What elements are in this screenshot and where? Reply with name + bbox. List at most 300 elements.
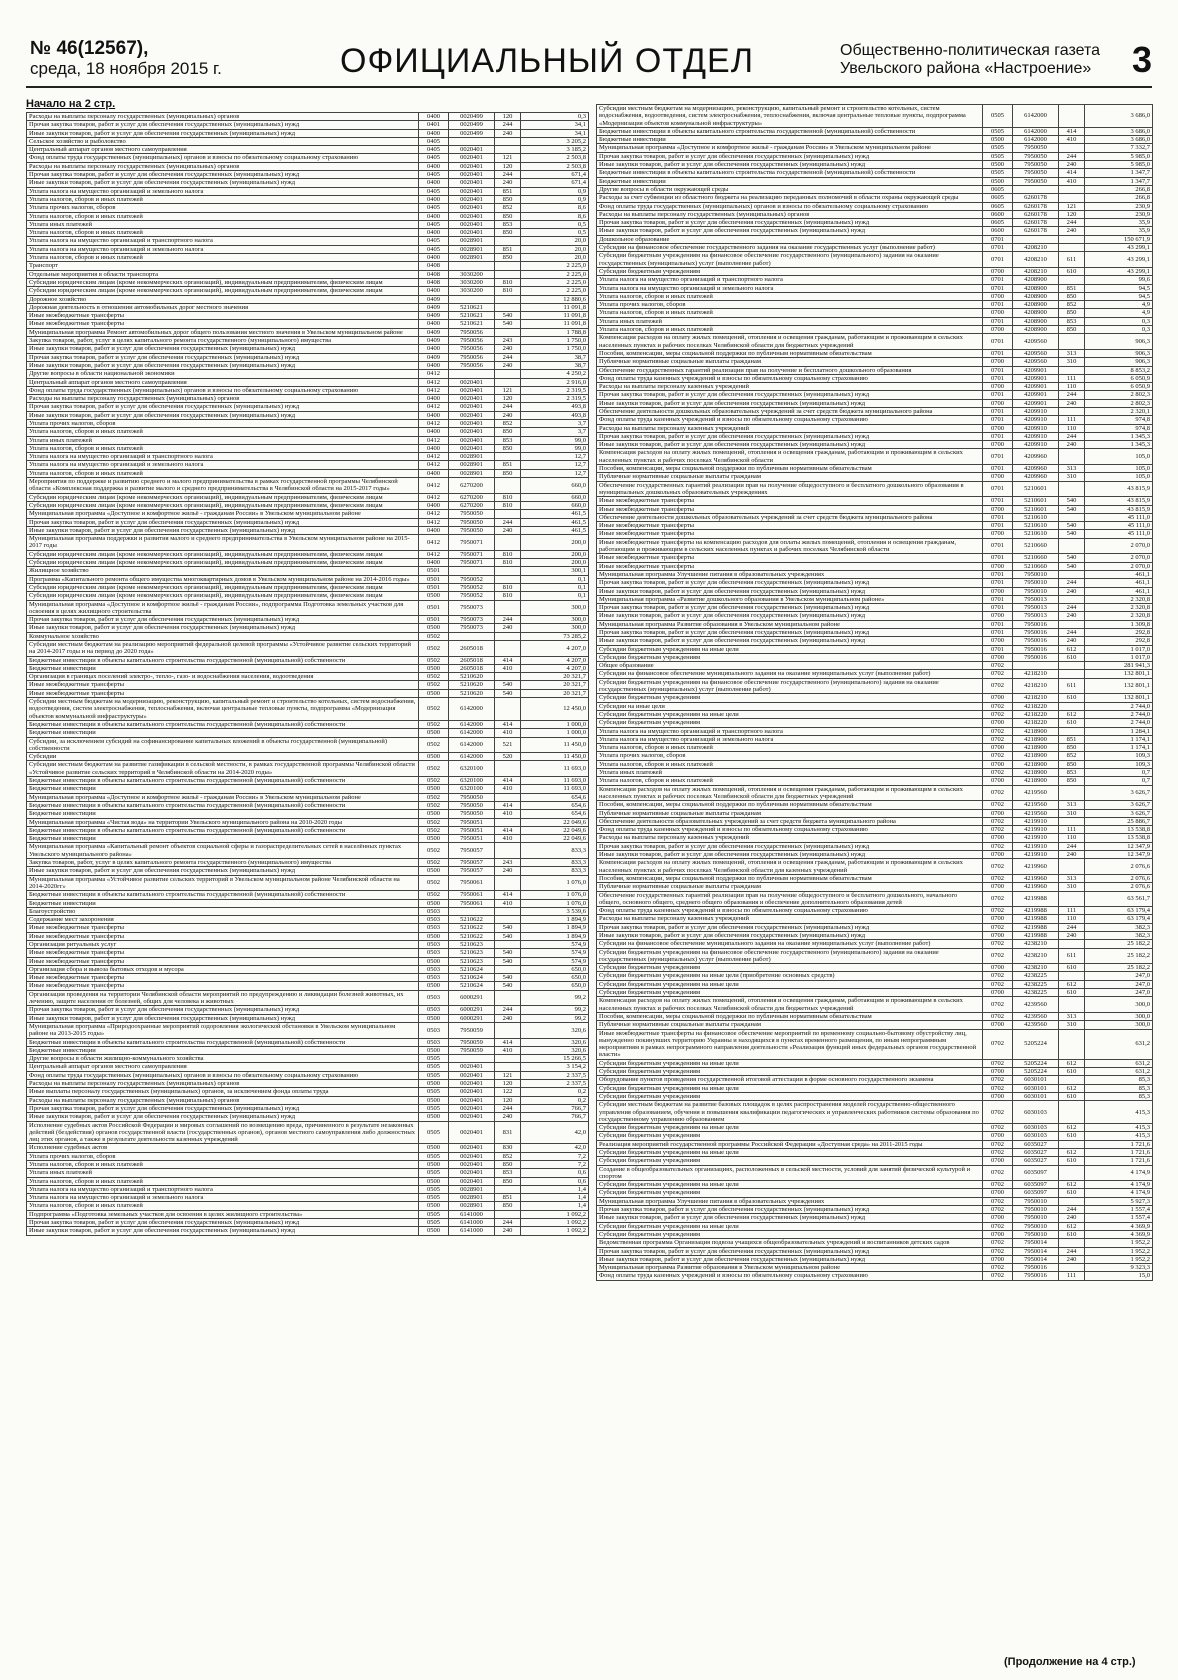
row-section-code: 0409: [419, 328, 449, 336]
row-expense-type: [1059, 702, 1085, 710]
row-target-code: 4218220: [1013, 710, 1059, 718]
row-target-code: 0020401: [449, 187, 495, 195]
row-section-code: 0500: [419, 1177, 449, 1185]
row-expense-type: 851: [495, 1194, 521, 1202]
row-section-code: 0400: [419, 501, 449, 509]
row-amount: 2 076,6: [1085, 883, 1153, 891]
row-description: Уплата налогов, сборов и иных платежей: [27, 254, 419, 262]
row-description: Расходы на выплаты персоналу государственных (муниципальных) органов: [27, 1080, 419, 1088]
row-target-code: 6000291: [449, 1014, 495, 1022]
row-amount: 2 503,8: [521, 154, 589, 162]
row-expense-type: 240: [495, 867, 521, 875]
table-row: [27, 1022, 589, 1038]
row-expense-type: 852: [495, 419, 521, 427]
row-amount: 382,3: [1085, 923, 1153, 931]
row-expense-type: [1059, 185, 1085, 193]
row-amount: 8 853,2: [1085, 366, 1153, 374]
budget-table-left: [26, 112, 589, 1236]
row-section-code: 0700: [983, 989, 1013, 997]
row-description: Уплата налога на имущество организаций и транспортного налога: [597, 276, 983, 284]
row-description: Уплата прочих налогов, сборов: [597, 752, 983, 760]
row-target-code: 5210623: [449, 957, 495, 965]
table-row: [597, 980, 1153, 988]
row-target-code: 6035097: [1013, 1165, 1059, 1181]
row-description: Иные межбюджетные трансферты: [597, 522, 983, 530]
row-description: Расходы на выплаты персоналу казенных учреждений: [597, 383, 983, 391]
row-amount: 0,1: [521, 592, 589, 600]
table-row: [597, 964, 1153, 972]
row-amount: 4 369,9: [1085, 1222, 1153, 1230]
row-description: Иные межбюджетные трансферты: [27, 689, 419, 697]
row-description: Компенсация расходов на оплату жилых помещений, отопления и освещения гражданам, работающим и проживающим в сельских населенных пунктах и рабочих поселках Челябинской области для казенных учреждений: [597, 859, 983, 875]
table-row: [597, 570, 1153, 578]
row-amount: 34,1: [521, 121, 589, 129]
row-target-code: 4219560: [1013, 785, 1059, 801]
row-target-code: 4239560: [1013, 1021, 1059, 1029]
table-row: [597, 1206, 1153, 1214]
row-description: Расходы на выплаты персоналу государственных (муниципальных) органов: [27, 395, 419, 403]
row-section-code: 0502: [419, 818, 449, 826]
row-target-code: [449, 295, 495, 303]
row-section-code: 0700: [983, 1157, 1013, 1165]
row-expense-type: 831: [495, 1121, 521, 1144]
row-section-code: 0409: [419, 312, 449, 320]
row-expense-type: 121: [495, 154, 521, 162]
row-expense-type: 410: [495, 835, 521, 843]
row-expense-type: 540: [1059, 562, 1085, 570]
row-section-code: 0502: [419, 673, 449, 681]
row-amount: 1 174,1: [1085, 744, 1153, 752]
row-section-code: 0700: [983, 424, 1013, 432]
row-expense-type: 612: [1059, 1149, 1085, 1157]
row-description: Субсидии бюджетным учреждениям: [597, 964, 983, 972]
row-target-code: 5210621: [449, 312, 495, 320]
row-target-code: 7950014: [1013, 1239, 1059, 1247]
table-row: [27, 1055, 589, 1063]
row-description: Закупка товаров, работ, услуг в целях капитального ремонта государственного (муниципального) имущества: [27, 337, 419, 345]
row-target-code: 4209901: [1013, 391, 1059, 399]
row-section-code: 0701: [983, 465, 1013, 473]
row-section-code: 0702: [983, 891, 1013, 907]
row-amount: 3 626,7: [1085, 785, 1153, 801]
row-description: Субсидии бюджетным учреждениям: [597, 1068, 983, 1076]
row-description: Субсидии, за исключением субсидий на софинансирование капитальных вложений в объекты государственной (муниципальной) собственности: [27, 737, 419, 753]
row-amount: 85,3: [1085, 1092, 1153, 1100]
row-target-code: 7950010: [1013, 1197, 1059, 1205]
row-target-code: 0020401: [449, 179, 495, 187]
row-section-code: 0505: [419, 1169, 449, 1177]
row-section-code: 0702: [983, 997, 1013, 1013]
row-section-code: 0502: [419, 698, 449, 721]
table-row: [597, 744, 1153, 752]
row-amount: 766,7: [521, 1113, 589, 1121]
row-section-code: 0700: [983, 915, 1013, 923]
row-section-code: 0500: [419, 1096, 449, 1104]
row-amount: 0,1: [521, 583, 589, 591]
row-description: Расходы на выплаты персоналу казенных учреждений: [597, 834, 983, 842]
row-description: Жилищное хозяйство: [27, 567, 419, 575]
table-row: [27, 1014, 589, 1022]
row-amount: 1 000,0: [521, 729, 589, 737]
row-target-code: [449, 370, 495, 378]
row-description: Субсидии местным бюджетам на модернизацию, реконструкцию, капитальный ремонт и строительство котельных, систем водоснабжения, водоотведения, систем электроснабжения, теплоснабжения, включая центральные тепловые пункты, подпрограмма «Модернизация объектов коммунальной инфраструктуры»: [597, 105, 983, 128]
row-amount: 3 686,0: [1085, 127, 1153, 135]
row-description: Уплата налога на имущество организаций и земельного налога: [597, 735, 983, 743]
row-amount: 4 207,0: [521, 656, 589, 664]
table-row: [597, 612, 1153, 620]
row-description: Фонд оплаты труда казенных учреждений и взносы по обязательному социальному страхованию: [597, 1272, 983, 1280]
row-target-code: 7950010: [1013, 570, 1059, 578]
row-amount: 0,9: [521, 195, 589, 203]
table-row: [597, 358, 1153, 366]
row-description: Уплата иных платежей: [27, 220, 419, 228]
row-target-code: 2605018: [449, 664, 495, 672]
row-expense-type: 244: [495, 353, 521, 361]
row-description: Компенсация расходов на оплату жилых помещений, отопления и освещения гражданам, работающим и проживающим в сельских населенных пунктах и рабочих поселках Челябинской области для бюджетных учреждений: [597, 785, 983, 801]
row-target-code: 7950056: [449, 345, 495, 353]
row-expense-type: 244: [1059, 1247, 1085, 1255]
row-target-code: 5210621: [449, 320, 495, 328]
row-target-code: 0020401: [449, 146, 495, 154]
row-amount: 11 693,0: [521, 777, 589, 785]
row-target-code: 7950050: [1013, 144, 1059, 152]
row-description: Уплата налогов, сборов и иных платежей: [597, 744, 983, 752]
row-target-code: 0020401: [449, 403, 495, 411]
row-description: Иные закупки товаров, работ и услуг для обеспечения государственных (муниципальных) нужд: [27, 179, 419, 187]
row-section-code: 0500: [419, 1046, 449, 1054]
row-expense-type: 313: [1059, 1012, 1085, 1020]
table-row: [597, 874, 1153, 882]
row-description: Центральный аппарат органов местного самоуправления: [27, 378, 419, 386]
table-row: [597, 1076, 1153, 1084]
row-expense-type: 240: [1059, 441, 1085, 449]
row-section-code: 0501: [419, 616, 449, 624]
row-amount: 650,0: [521, 982, 589, 990]
row-amount: 22 049,6: [521, 826, 589, 834]
row-target-code: 5210620: [449, 689, 495, 697]
row-target-code: 4219988: [1013, 891, 1059, 907]
page-number: 3: [1132, 39, 1153, 80]
row-target-code: 4219988: [1013, 907, 1059, 915]
table-row: [597, 161, 1153, 169]
row-amount: 13 538,8: [1085, 826, 1153, 834]
row-section-code: 0700: [983, 326, 1013, 334]
row-section-code: 0400: [419, 320, 449, 328]
row-description: Прочая закупка товаров, работ и услуг для обеспечения государственных (муниципальных) нужд: [27, 1006, 419, 1014]
row-expense-type: 540: [1059, 505, 1085, 513]
row-target-code: 7950050: [449, 810, 495, 818]
row-description: Уплата иных платежей: [597, 317, 983, 325]
table-row: [597, 1059, 1153, 1067]
row-expense-type: 612: [1059, 1181, 1085, 1189]
row-amount: 974,8: [1085, 424, 1153, 432]
table-row: [27, 254, 589, 262]
row-amount: 292,8: [1085, 637, 1153, 645]
row-amount: 766,7: [521, 1104, 589, 1112]
row-description: Иные межбюджетные трансферты: [27, 681, 419, 689]
table-row: [27, 1194, 589, 1202]
row-description: Уплата налога на имущество организаций и земельного налога: [27, 187, 419, 195]
row-target-code: 0020401: [449, 1152, 495, 1160]
row-target-code: 5210623: [449, 949, 495, 957]
row-target-code: 6320100: [449, 761, 495, 777]
row-target-code: 4209901: [1013, 383, 1059, 391]
row-description: Субсидии юридическим лицам (кроме некоммерческих организаций), индивидуальным предпринимателям, физическим лицам: [27, 592, 419, 600]
row-expense-type: [1059, 1165, 1085, 1181]
row-description: Фонд оплаты труда государственных (муниципальных) органов и взносы по обязательному социальному страхованию: [27, 1071, 419, 1079]
row-section-code: 0701: [983, 604, 1013, 612]
row-expense-type: 410: [495, 1046, 521, 1054]
row-section-code: 0500: [983, 136, 1013, 144]
table-row: [27, 737, 589, 753]
row-target-code: 4238210: [1013, 948, 1059, 964]
row-section-code: 0700: [983, 964, 1013, 972]
row-amount: 1 894,9: [521, 932, 589, 940]
row-description: Уплата налогов, сборов и иных платежей: [27, 195, 419, 203]
row-target-code: 7950014: [1013, 1255, 1059, 1263]
row-section-code: 0702: [983, 785, 1013, 801]
table-row: [597, 383, 1153, 391]
row-description: Уплата налогов, сборов и иных платежей: [27, 469, 419, 477]
row-description: Фонд оплаты труда казенных учреждений и взносы по обязательному социальному страхованию: [597, 374, 983, 382]
row-description: Обеспечение деятельности дошкольных образовательных учреждений за счет средств бюджета муниципального района: [597, 513, 983, 521]
row-description: Муниципальная программа Развитие образования в Увельском муниципальном районе: [597, 620, 983, 628]
row-amount: 7,2: [521, 1161, 589, 1169]
row-description: Уплата налога на имущество организаций и транспортного налога: [597, 727, 983, 735]
newspaper-name-line1: Общественно-политическая газета: [840, 42, 1101, 59]
row-target-code: 4208210: [1013, 252, 1059, 268]
row-description: Бюджетные инвестиции: [27, 1046, 419, 1054]
row-expense-type: [495, 1063, 521, 1071]
row-target-code: 6260178: [1013, 227, 1059, 235]
row-expense-type: 610: [1059, 1092, 1085, 1100]
row-section-code: 0505: [983, 144, 1013, 152]
row-amount: 150 671,9: [1085, 235, 1153, 243]
row-description: Расходы на выплаты персоналу казенных учреждений: [597, 424, 983, 432]
row-section-code: 0702: [983, 842, 1013, 850]
row-description: Иные межбюджетные трансферты: [27, 957, 419, 965]
row-expense-type: 244: [495, 171, 521, 179]
row-section-code: 0502: [419, 641, 449, 657]
row-target-code: [449, 1055, 495, 1063]
table-row: [27, 237, 589, 245]
row-amount: 2 225,0: [521, 278, 589, 286]
row-section-code: 0702: [983, 727, 1013, 735]
row-expense-type: 310: [1059, 1021, 1085, 1029]
table-row: [597, 144, 1153, 152]
row-section-code: 0503: [419, 1022, 449, 1038]
row-target-code: 7950052: [449, 575, 495, 583]
row-expense-type: 244: [495, 1104, 521, 1112]
row-section-code: 0701: [983, 416, 1013, 424]
row-expense-type: 612: [1059, 1124, 1085, 1132]
row-description: Прочая закупка товаров, работ и услуг для обеспечения государственных (муниципальных) нужд: [27, 1104, 419, 1112]
row-amount: 574,9: [521, 949, 589, 957]
row-expense-type: 610: [1059, 964, 1085, 972]
row-amount: 20 321,7: [521, 673, 589, 681]
row-expense-type: 240: [1059, 227, 1085, 235]
row-target-code: 3030200: [449, 278, 495, 286]
row-expense-type: 244: [495, 518, 521, 526]
row-section-code: 0503: [419, 940, 449, 948]
row-expense-type: 612: [1059, 1059, 1085, 1067]
row-expense-type: 414: [495, 1038, 521, 1046]
row-description: Муниципальная программа «Доступное и комфортное жильё - гражданам России», подпрограмма Подготовка земельных участков для освоения в целях жилищного строительства: [27, 600, 419, 616]
row-section-code: 0412: [419, 478, 449, 494]
row-amount: 1 092,2: [521, 1219, 589, 1227]
row-amount: 461,5: [521, 518, 589, 526]
row-target-code: 6030101: [1013, 1076, 1059, 1084]
table-row: [27, 656, 589, 664]
row-section-code: 0500: [419, 1161, 449, 1169]
row-amount: 300,0: [521, 624, 589, 632]
row-target-code: 0020401: [449, 1088, 495, 1096]
table-row: [27, 287, 589, 295]
row-amount: 2 225,0: [521, 262, 589, 270]
row-expense-type: 244: [495, 121, 521, 129]
row-target-code: 7950051: [449, 835, 495, 843]
row-amount: 85,3: [1085, 1084, 1153, 1092]
table-row: [27, 361, 589, 369]
row-expense-type: 810: [495, 493, 521, 501]
row-section-code: 0700: [983, 562, 1013, 570]
row-target-code: 4209910: [1013, 432, 1059, 440]
row-section-code: 0503: [419, 965, 449, 973]
continued-to-note: (Продолжение на 4 стр.): [1004, 1656, 1136, 1668]
row-amount: 4 207,0: [521, 664, 589, 672]
row-expense-type: 850: [495, 195, 521, 203]
table-row: [27, 793, 589, 801]
row-amount: 2 320,8: [1085, 612, 1153, 620]
row-target-code: 4209901: [1013, 374, 1059, 382]
row-target-code: 0020499: [449, 113, 495, 121]
row-amount: 132 801,1: [1085, 670, 1153, 678]
row-target-code: 0028901: [449, 453, 495, 461]
table-row: [27, 1063, 589, 1071]
row-description: Уплата налогов, сборов и иных платежей: [27, 428, 419, 436]
row-target-code: 4208900: [1013, 309, 1059, 317]
row-expense-type: 414: [1059, 169, 1085, 177]
row-amount: 3 626,7: [1085, 809, 1153, 817]
row-section-code: 0400: [419, 444, 449, 452]
row-section-code: 0702: [983, 948, 1013, 964]
table-row: [597, 522, 1153, 530]
row-description: Иные межбюджетные трансферты: [597, 505, 983, 513]
row-expense-type: [495, 916, 521, 924]
row-section-code: 0500: [983, 177, 1013, 185]
row-amount: 461,5: [521, 510, 589, 518]
row-expense-type: [1059, 1029, 1085, 1059]
row-amount: 7,2: [521, 1152, 589, 1160]
row-target-code: 4209960: [1013, 473, 1059, 481]
row-target-code: 4209910: [1013, 407, 1059, 415]
row-expense-type: 540: [495, 949, 521, 957]
row-description: Уплата налогов, сборов и иных платежей: [27, 444, 419, 452]
row-target-code: 0028901: [449, 254, 495, 262]
table-row: [597, 694, 1153, 702]
table-row: [597, 505, 1153, 513]
row-description: Уплата прочих налогов, сборов: [597, 301, 983, 309]
row-amount: 2 503,8: [521, 162, 589, 170]
row-description: Публичные нормативные социальные выплаты гражданам: [597, 358, 983, 366]
row-target-code: 4218210: [1013, 678, 1059, 694]
row-description: Обеспечение государственных гарантий реализации прав на получение и бесплатного дошкольного образования: [597, 366, 983, 374]
row-target-code: 7950051: [449, 818, 495, 826]
row-section-code: 0700: [983, 473, 1013, 481]
table-row: [597, 497, 1153, 505]
row-amount: 493,8: [521, 411, 589, 419]
row-section-code: 0700: [983, 883, 1013, 891]
row-expense-type: 310: [1059, 883, 1085, 891]
row-amount: 654,6: [521, 810, 589, 818]
row-amount: 5 985,0: [1085, 152, 1153, 160]
row-expense-type: [495, 907, 521, 915]
row-description: Благоустройство: [27, 907, 419, 915]
row-target-code: 6270200: [449, 501, 495, 509]
row-amount: 12 347,9: [1085, 851, 1153, 859]
row-section-code: 0505: [983, 152, 1013, 160]
row-amount: 1 894,9: [521, 924, 589, 932]
row-expense-type: 540: [1059, 530, 1085, 538]
row-target-code: 5210601: [1013, 497, 1059, 505]
row-expense-type: 240: [495, 1113, 521, 1121]
table-row: [27, 1219, 589, 1227]
row-description: Расходы на выплаты персоналу государственных (муниципальных) органов: [27, 113, 419, 121]
row-expense-type: 244: [495, 1006, 521, 1014]
row-expense-type: 240: [495, 361, 521, 369]
row-amount: 415,3: [1085, 1132, 1153, 1140]
row-expense-type: 244: [1059, 391, 1085, 399]
row-description: Расходы на выплаты персоналу государственных (муниципальных) органов: [597, 210, 983, 218]
row-expense-type: 810: [495, 278, 521, 286]
row-section-code: 0502: [419, 777, 449, 785]
row-description: Прочая закупка товаров, работ и услуг для обеспечения государственных (муниципальных) нужд: [597, 923, 983, 931]
row-expense-type: 120: [495, 162, 521, 170]
row-amount: 650,0: [521, 974, 589, 982]
row-amount: 11 450,0: [521, 753, 589, 761]
row-amount: 45 111,0: [1085, 522, 1153, 530]
row-expense-type: 414: [495, 656, 521, 664]
row-target-code: 0020401: [449, 212, 495, 220]
row-expense-type: [495, 990, 521, 1006]
row-section-code: 0405: [419, 137, 449, 145]
row-expense-type: 610: [1059, 1132, 1085, 1140]
row-amount: 1 952,2: [1085, 1255, 1153, 1263]
row-description: Пособия, компенсации, меры социальной поддержки по публичным нормативным обязательствам: [597, 349, 983, 357]
table-row: [27, 965, 589, 973]
row-expense-type: 120: [495, 1080, 521, 1088]
table-row: [27, 1088, 589, 1096]
row-section-code: 0700: [983, 309, 1013, 317]
row-target-code: 4218210: [1013, 670, 1059, 678]
table-row: [597, 931, 1153, 939]
row-amount: 105,0: [1085, 465, 1153, 473]
row-expense-type: 810: [495, 583, 521, 591]
row-target-code: 0020401: [449, 1096, 495, 1104]
row-expense-type: [495, 137, 521, 145]
row-amount: 94,5: [1085, 284, 1153, 292]
row-amount: 1 174,1: [1085, 735, 1153, 743]
row-section-code: 0405: [419, 237, 449, 245]
row-expense-type: 852: [495, 204, 521, 212]
row-target-code: 5210620: [449, 673, 495, 681]
table-row: [27, 550, 589, 558]
row-expense-type: 850: [1059, 744, 1085, 752]
row-description: Субсидии бюджетным учреждениям на иные цели (приобретение основных средств): [597, 972, 983, 980]
table-row: [597, 202, 1153, 210]
row-amount: 7 332,7: [1085, 144, 1153, 152]
row-target-code: 5210660: [1013, 538, 1059, 554]
